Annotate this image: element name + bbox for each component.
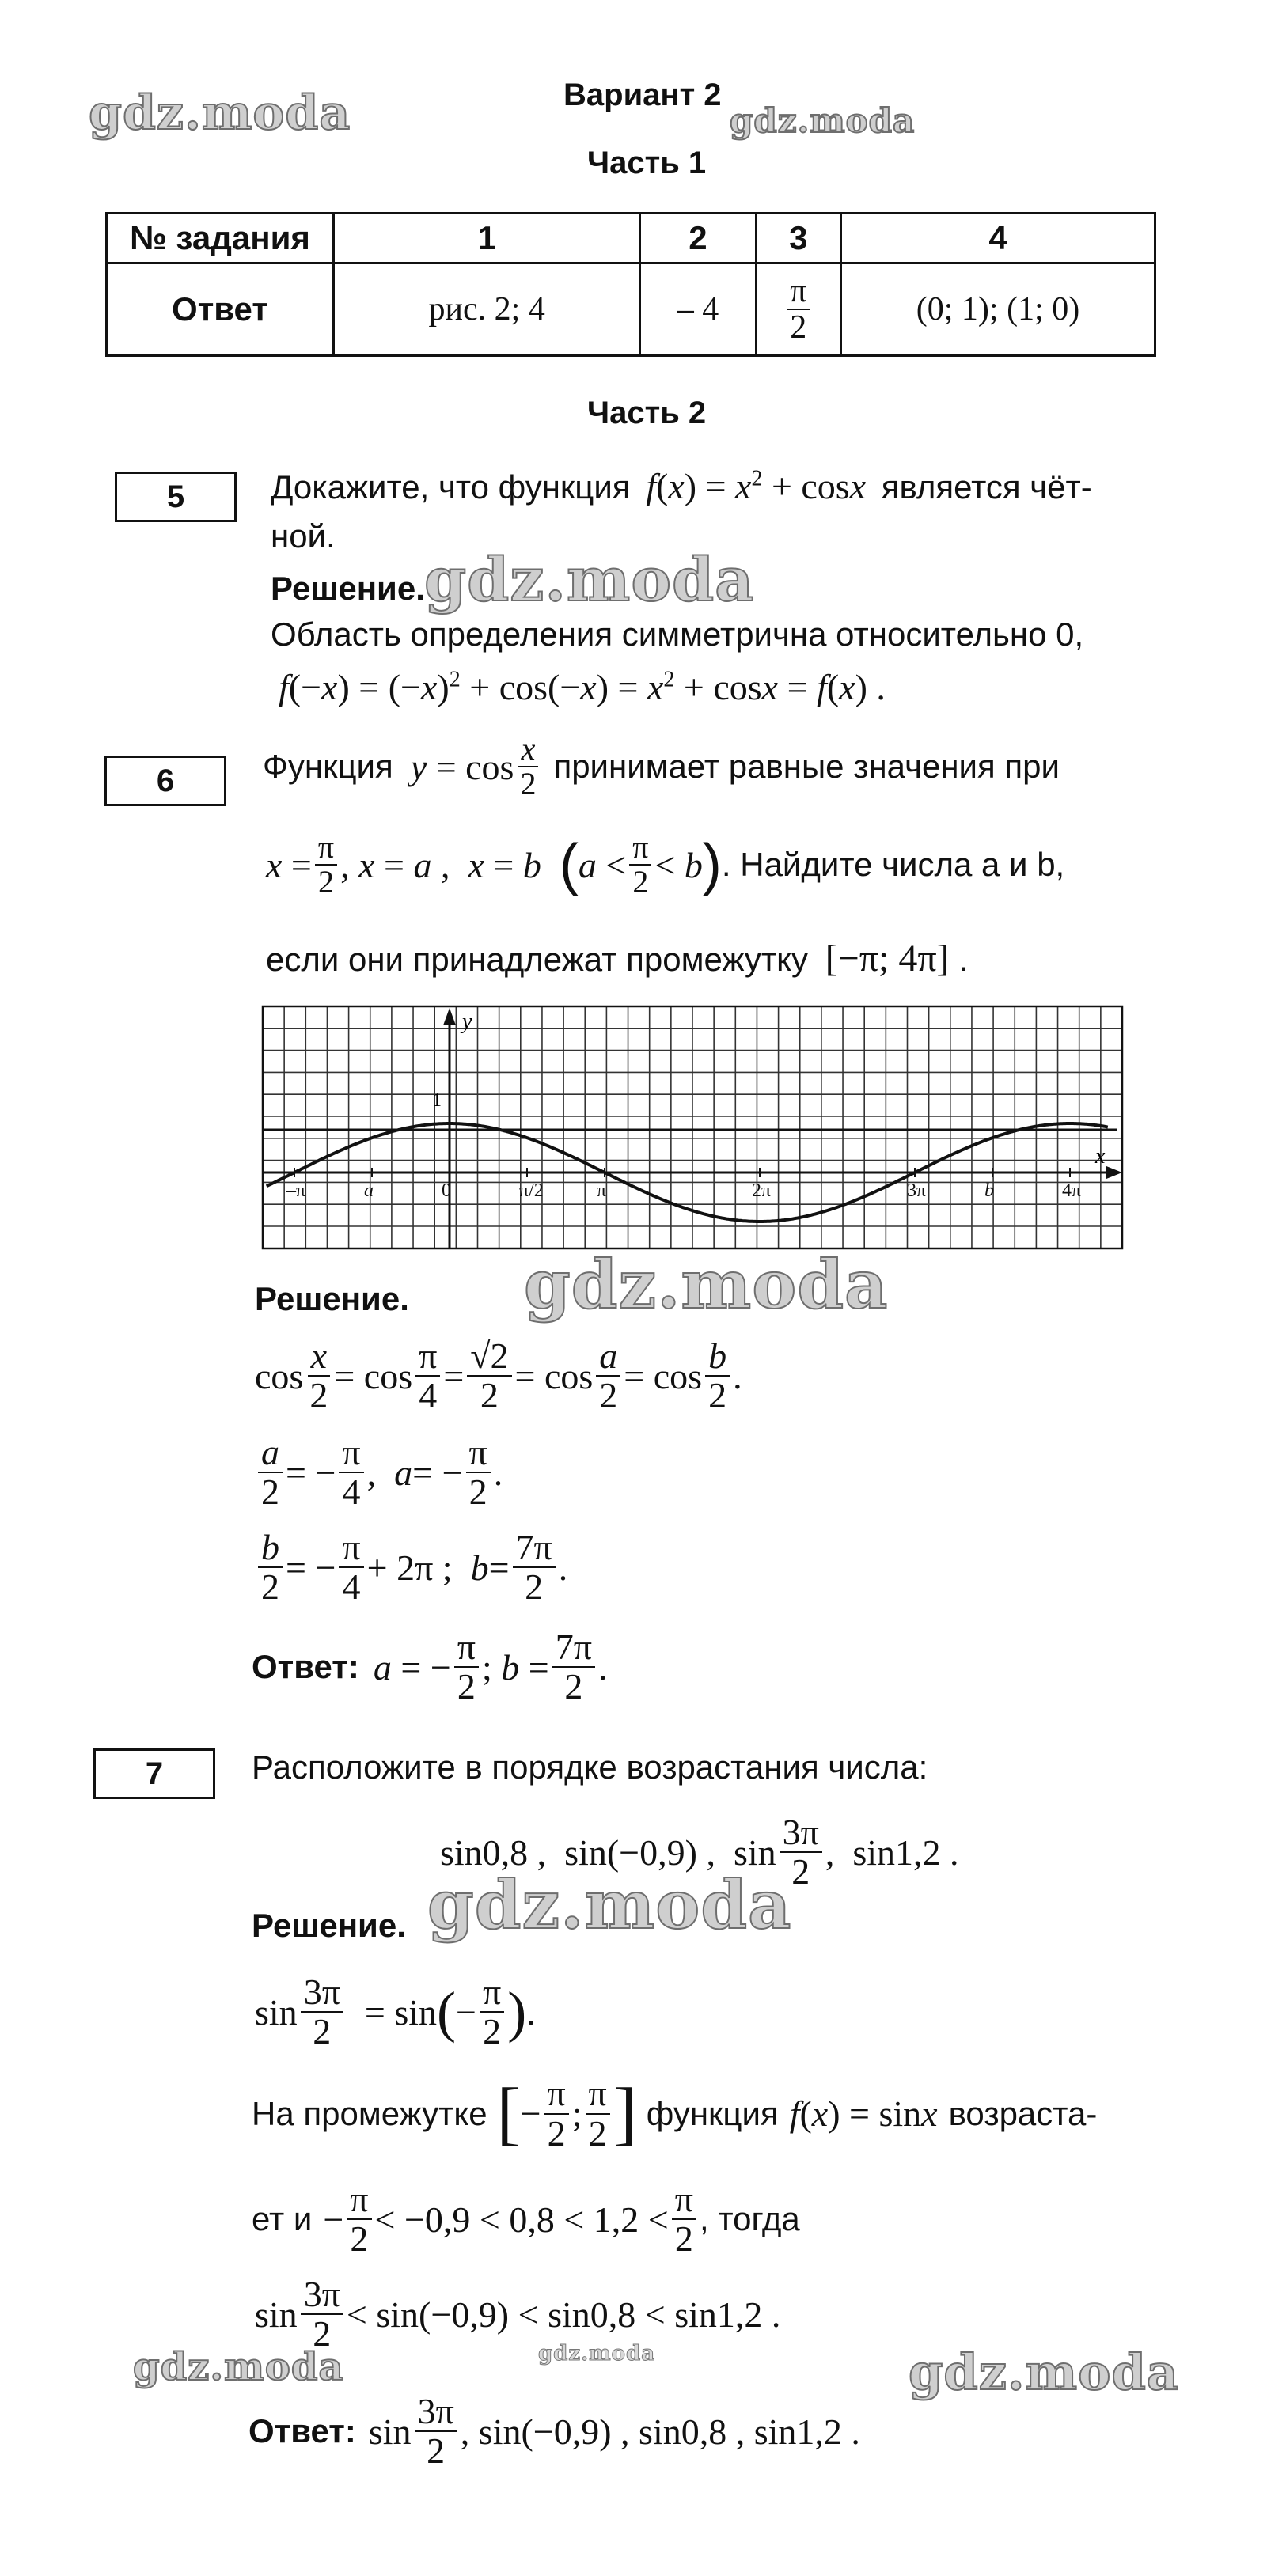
task-7-answer: Ответ: sin $\frac{3\pi}{2}$ , sin(−0,9) , sin0,8 , sin1,2 . <box>248 2391 860 2472</box>
variant-title: Вариант 2 <box>563 78 722 112</box>
task-5-number: 5 <box>115 472 237 522</box>
task-5-solution-formula: $f(-x) = (-x)^2 + \cos(-x) = x^2 + \cos x = f(x)$ . <box>279 667 886 707</box>
watermark: gdz.moda <box>909 2343 1179 2401</box>
graph-x-label: x <box>1095 1144 1106 1169</box>
table-col-4: 4 <box>841 214 1155 263</box>
watermark: gdz.moda <box>89 85 351 141</box>
watermark: gdz.moda <box>538 2342 656 2366</box>
task-6-question: Функция y = cos $\frac{x}{2}$ принимает равные значения при <box>263 731 1060 801</box>
part1-title: Часть 1 <box>587 146 707 180</box>
watermark: gdz.moda <box>424 544 755 615</box>
task-6-solution-label: Решение. <box>255 1280 409 1317</box>
task-7-solution-line2: На промежутке [ − $\frac{\pi}{2}$ ; $\frac{\pi}{2}$ ] функция f(x) = sinx возраста- <box>252 2073 1098 2154</box>
graph-tick-label: b <box>984 1180 994 1201</box>
table-col-1: 1 <box>334 214 640 263</box>
task-5-question-cont: ной. <box>271 517 336 555</box>
table-corner: № задания <box>107 214 334 263</box>
table-col-3: 3 <box>756 214 840 263</box>
graph-tick-label: a <box>364 1180 374 1201</box>
cosine-graph <box>261 1005 1124 1250</box>
watermark: gdz.moda <box>427 1866 792 1944</box>
task-7-solution-line1: sin $\frac{3\pi}{2}$ = sin ( − $\frac{\pi}{2}$ ) . <box>255 1972 536 2052</box>
graph-one-label: 1 <box>432 1090 442 1111</box>
task-6-solution-line2: $\frac{a}{2}$ = − $\frac{\pi}{4}$ , a = − $\frac{\pi}{2}$ . <box>255 1434 503 1512</box>
part2-title: Часть 2 <box>587 396 707 430</box>
task-6-question-line3: если они принадлежат промежутку [−π; 4π] . <box>266 938 968 979</box>
task-7-solution-label: Решение. <box>252 1907 406 1944</box>
task-6-question-line2: x = $\frac{\pi}{2}$ , x = a , x = b ( a < $\frac{\pi}{2}$ < b ) . Найдите числа a и b, <box>266 829 1065 900</box>
answer-4: (0; 1); (1; 0) <box>841 263 1155 356</box>
task-6-solution-line3: $\frac{b}{2}$ = − $\frac{\pi}{4}$ + 2π ; b = $\frac{7\pi}{2}$ . <box>255 1529 567 1607</box>
watermark: gdz.moda <box>133 2345 344 2389</box>
watermark: gdz.moda <box>730 101 916 140</box>
answer-3: $\frac{\pi}{2}$ <box>756 263 840 356</box>
task-5-solution-label: Решение. <box>271 570 425 607</box>
graph-tick-label: 0 <box>442 1180 451 1201</box>
task-7-numbers: sin0,8 , sin(−0,9) , sin $\frac{3\pi}{2}$ , sin1,2 . <box>440 1812 959 1892</box>
task-7-number: 7 <box>93 1748 215 1799</box>
task-7-solution-line4: sin $\frac{3\pi}{2}$ < sin(−0,9) < sin0,8 < sin1,2 . <box>255 2274 781 2354</box>
task-7-question: Расположите в порядке возрастания числа: <box>252 1748 928 1786</box>
graph-tick-label: –π <box>286 1180 306 1201</box>
graph-tick-label: π/2 <box>519 1180 544 1201</box>
answer-1: рис. 2; 4 <box>334 263 640 356</box>
table-row-label: Ответ <box>107 263 334 356</box>
task-6-number: 6 <box>104 756 226 806</box>
answer-2: – 4 <box>640 263 756 356</box>
task-7-solution-line3: ет и − $\frac{\pi}{2}$ < −0,9 < 0,8 < 1,2 < $\frac{\pi}{2}$ , тогда <box>252 2179 800 2260</box>
graph-y-label: y <box>462 1010 472 1034</box>
watermark: gdz.moda <box>524 1245 889 1324</box>
task-5-question: Докажите, что функция $f(x) = x^2 + \cos x$ является чёт- <box>271 466 1092 506</box>
task-6-solution-line1: cos $\frac{x}{2}$ = cos $\frac{\pi}{4}$ = $\frac{√2}{2}$ = cos $\frac{a}{2}$ = cos $\frac{b}{2}$ . <box>255 1335 742 1416</box>
graph-tick-label: π <box>597 1180 607 1201</box>
task-6-answer: Ответ: a = − $\frac{\pi}{2}$ ; b = $\frac{7\pi}{2}$ . <box>252 1627 608 1707</box>
graph-tick-label: 2π <box>752 1180 772 1201</box>
table-col-2: 2 <box>640 214 756 263</box>
graph-tick-label: 3π <box>907 1180 927 1201</box>
answers-table <box>105 212 1156 357</box>
task-5-solution-text: Область определения симметрична относительно 0, <box>271 616 1084 653</box>
graph-tick-label: 4π <box>1062 1180 1082 1201</box>
